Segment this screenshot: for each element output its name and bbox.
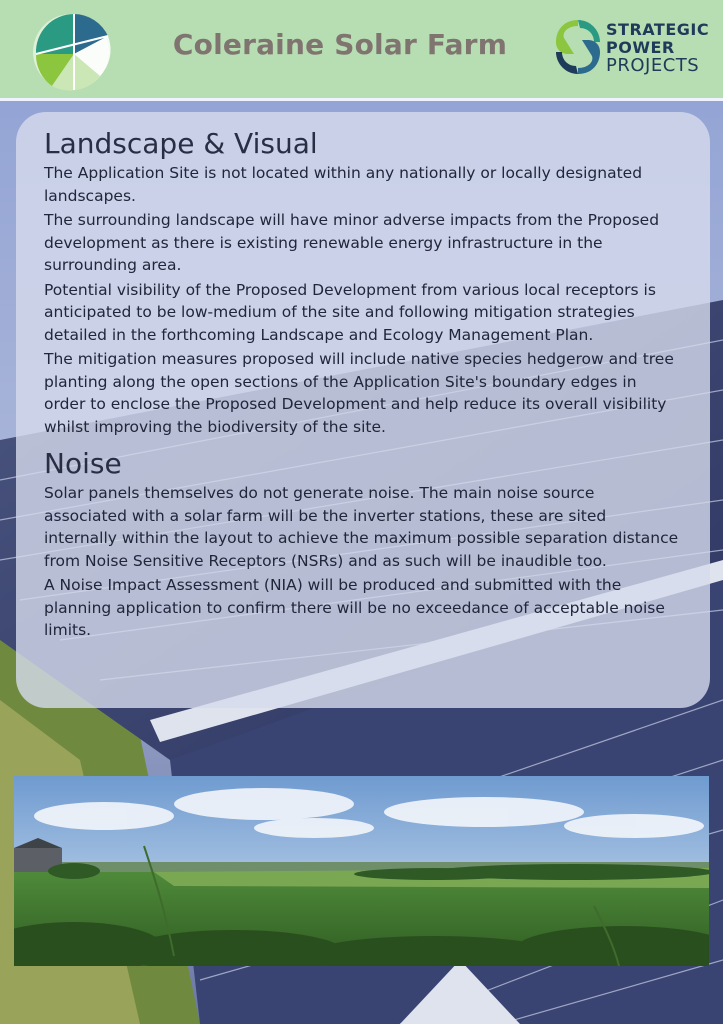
leaf-circle-logo-icon [28, 6, 114, 94]
landscape-paragraph: The Application Site is not located within any nationally or locally designated landscapes. [44, 164, 643, 205]
landscape-paragraph: The mitigation measures proposed will include native species hedgerow and tree planting along the open sections of the Application Site's boundary edges in order to enclose the Proposed Development and help reduce its overall visibility whilst improving the biodiversity of the site. [44, 350, 674, 436]
countryside-landscape-photo [14, 776, 709, 966]
page-header [0, 0, 723, 101]
brand-line-2: POWER [606, 38, 675, 57]
noise-paragraph: A Noise Impact Assessment (NIA) will be produced and submitted with the planning application to confirm there will be no exceedance of acceptable noise limits. [44, 576, 665, 639]
landscape-paragraph: The surrounding landscape will have minor adverse impacts from the Proposed development as there is existing renewable energy infrastructure in the surrounding area. [44, 211, 660, 274]
landscape-paragraph: Potential visibility of the Proposed Development from various local receptors is anticipated to be low-medium of the site and following mitigation strategies detailed in the forthcoming Landscape and Ecology Management Plan. [44, 280, 656, 344]
noise-heading: Noise [44, 447, 122, 480]
landscape-heading: Landscape & Visual [44, 127, 318, 160]
brand-line-1: STRATEGIC [606, 20, 710, 39]
noise-paragraph: Solar panels themselves do not generate noise. The main noise source associated with a solar farm will be the inverter stations, these are sited internally within the layout to achieve the maximum possible separation distance from Noise Sensitive Receptors (NSRs) and as such will be inaudible too. [44, 484, 679, 570]
brand-line-3: PROJECTS [606, 55, 700, 76]
content-panel [16, 112, 710, 708]
page-title: Coleraine Solar Farm [172, 28, 508, 61]
brand-wordmark [606, 21, 709, 75]
swirl-brand-logo-icon [554, 18, 602, 76]
